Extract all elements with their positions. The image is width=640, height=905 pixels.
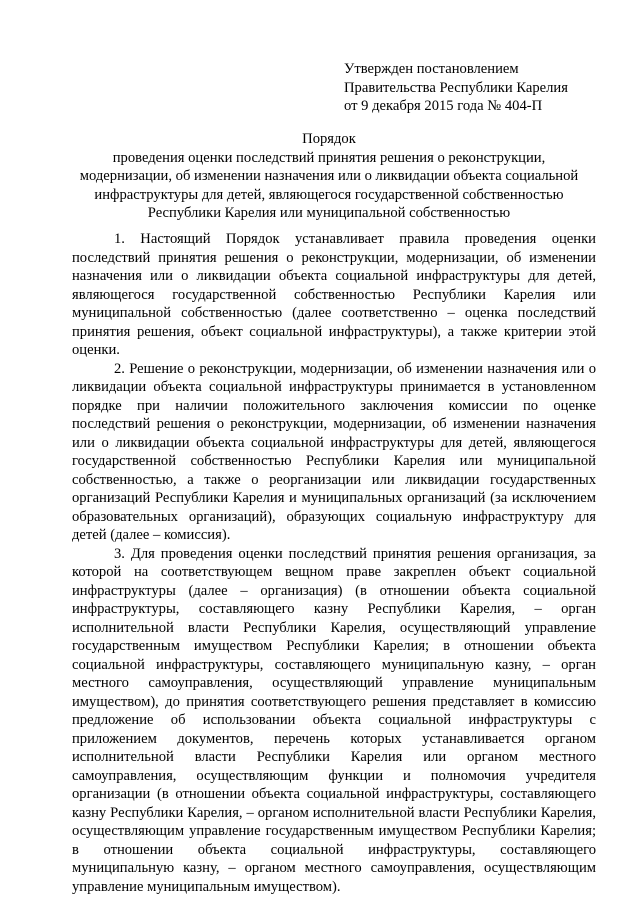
paragraph-2: 2. Решение о реконструкции, модернизации, об изменении назначения или о ликвидации объекта социальной инфраструктуры принимается в установленном порядке при наличии положительного заключения комиссии по оценке последствий решения о реконструкции, модернизации, об изменении назначения или о ликвидации объекта социальной инфраструктуры для детей, являющегося государственной собственностью Республики Карелия или муниципальной собственностью, а также о реорганизации или ликвидации государственных организаций Республики Карелия и муниципальных организаций (за исключением образовательных организаций), образующих социальную инфраструктуру для детей (далее – комиссия). (72, 360, 596, 543)
document-body (72, 230, 596, 896)
approval-stamp-block (344, 60, 604, 116)
paragraph-1: 1. Настоящий Порядок устанавливает правила проведения оценки последствий принятия решения о реконструкции, модернизации, об изменении назначения или о ликвидации объекта социальной инфраструктуры для детей, являющегося государственной собственностью Республики Карелия или муниципальной собственностью (далее соответственно – оценка последствий принятия решения, объект социальной инфраструктуры), а также критерии этой оценки. (72, 231, 596, 358)
paragraph-3: 3. Для проведения оценки последствий принятия решения организация, за которой на соответствующем вещном праве закреплен объект социальной инфраструктуры (далее – организация) (в отношении объекта социальной инфраструктуры, составляющего казну Республики Карелия, – орган исполнительной власти Республики Карелия, осуществляющий управление государственным имуществом Республики Карелия; в отношении объекта социальной инфраструктуры, составляющего муниципальную казну, – орган местного самоуправления, осуществляющий управление муниципальным имуществом), до принятия соответствующего решения представляет в комиссию предложение об использовании объекта социальной инфраструктуры с приложением документов, перечень которых устанавливается органом исполнительной власти Республики Карелия или органом местного самоуправления, осуществляющим функции и полномочия учредителя организации (в отношении объекта социальной инфраструктуры, составляющего казну Республики Карелия, – органом исполнительной власти Республики Карелия, осуществляющим управление государственным имуществом Республики Карелия; в отношении объекта социальной инфраструктуры, составляющего муниципальную казну, – органом местного самоуправления, осуществляющим управление муниципальным имуществом). (72, 545, 596, 895)
approval-line-2: Правительства Республики Карелия (344, 79, 568, 96)
approval-line-3: от 9 декабря 2015 года № 404-П (344, 98, 543, 114)
approval-line-1: Утвержден постановлением (344, 61, 519, 77)
document-title: Порядок (302, 131, 356, 147)
document-heading (70, 130, 588, 223)
document-subtitle: проведения оценки последствий принятия решения о реконструкции, модернизации, об изменении назначения или о ликвидации объекта социальной инфраструктуры для детей, являющегося государственной собственностью Республики Карелия или муниципальной собственностью (79, 149, 579, 221)
